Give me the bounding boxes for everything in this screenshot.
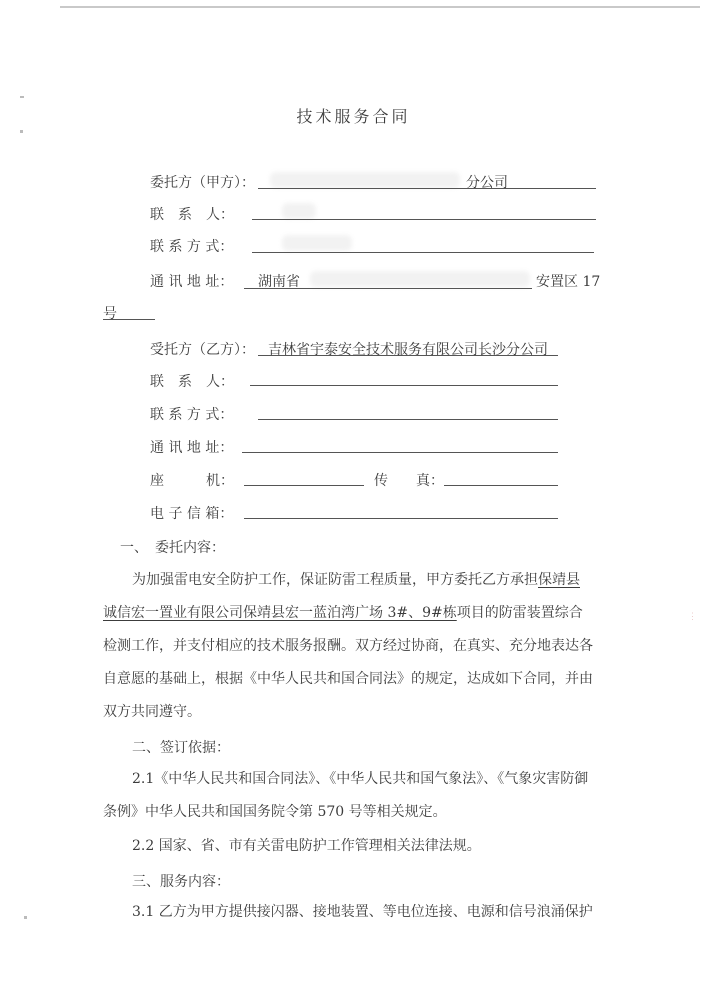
party-a-contact-label: 联 系 人： [150,207,234,223]
party-b-contact-method-label: 联 系 方 式： [150,407,234,423]
section-1-line-3: 检测工作，并支付相应的技术服务报酬。双方经过协商，在真实、充分地表达各 [103,638,593,654]
party-b-fax-line [444,485,558,486]
redacted-party-a-address [310,271,530,287]
faint-stamp-mark: ⋮ [688,612,697,622]
section-2-line-3: 2.2 国家、省、市有关雷电防护工作管理相关法律法规。 [132,838,481,854]
party-b-contact-method-line [258,419,558,420]
party-a-address-line [244,288,532,289]
redacted-party-a-phone [282,235,352,251]
section-2-line-1: 2.1《中华人民共和国合同法》、《中华人民共和国气象法》、《气象灾害防御 [132,771,589,787]
section-3-line-1: 3.1 乙方为甲方提供接闪器、接地装置、等电位连接、电源和信号浪涌保护 [132,904,593,920]
section-1-text: 为加强雷电安全防护工作，保证防雷工程质量，甲方委托乙方承担 [132,572,538,588]
party-a-name-visible: 分公司 [466,175,508,191]
party-b-name: 吉林省宇泰安全技术服务有限公司长沙分公司 [268,342,548,358]
party-b-phone-label: 座 机： [150,473,234,489]
party-a-address-tail-line [103,319,155,320]
redacted-party-a-contact [282,203,316,219]
party-a-contact-line [252,219,596,220]
party-a-address-label: 通 讯 地 址： [150,274,234,290]
party-b-fax-label: 传 真： [374,473,444,489]
party-b-phone-line [244,485,364,486]
section-1-heading: 一、 委托内容： [120,540,225,556]
section-3-heading: 三、服务内容： [132,874,230,890]
party-a-contact-method-line [252,252,594,253]
party-a-address-tail: 号 [103,306,117,322]
party-b-email-label: 电 子 信 箱： [150,506,234,522]
section-1-line-5: 双方共同遵守。 [103,704,201,720]
document-title: 技术服务合同 [296,107,411,126]
party-b-email-line [244,518,558,519]
section-1-line-1 [132,564,580,597]
party-a-heading: 委托方（甲方）： [150,175,255,191]
party-b-contact-label: 联 系 人： [150,374,234,390]
project-name-part-2: 诚信宏一置业有限公司保靖县宏一蓝泊湾广场 3#、9#栋 [103,605,457,621]
scan-speck [20,130,23,133]
project-name-part-1: 保靖县 [538,572,580,588]
section-1-line-4: 自意愿的基础上，根据《中华人民共和国合同法》的规定，达成如下合同，并由 [103,671,593,687]
party-b-address-line [242,452,558,453]
section-1-line-2 [103,597,583,630]
redacted-party-a-name [270,172,460,188]
scan-speck [24,916,27,919]
scan-top-edge [60,6,700,8]
party-a-address-end: 安置区 17 [536,274,601,290]
scan-speck [20,96,24,98]
section-1-text: 项目的防雷装置综合 [456,605,583,621]
section-2-line-2: 条例》中华人民共和国国务院令第 570 号等相关规定。 [103,804,447,820]
section-2-heading: 二、签订依据： [132,740,230,756]
party-a-contact-method-label: 联 系 方 式： [150,239,234,255]
party-b-contact-line [250,385,558,386]
party-a-address-start: 湖南省 [258,274,300,290]
party-b-heading: 受托方（乙方）： [150,342,255,358]
party-b-address-label: 通 讯 地 址： [150,440,234,456]
party-b-name-line [258,355,558,356]
party-a-name-line [258,188,596,189]
